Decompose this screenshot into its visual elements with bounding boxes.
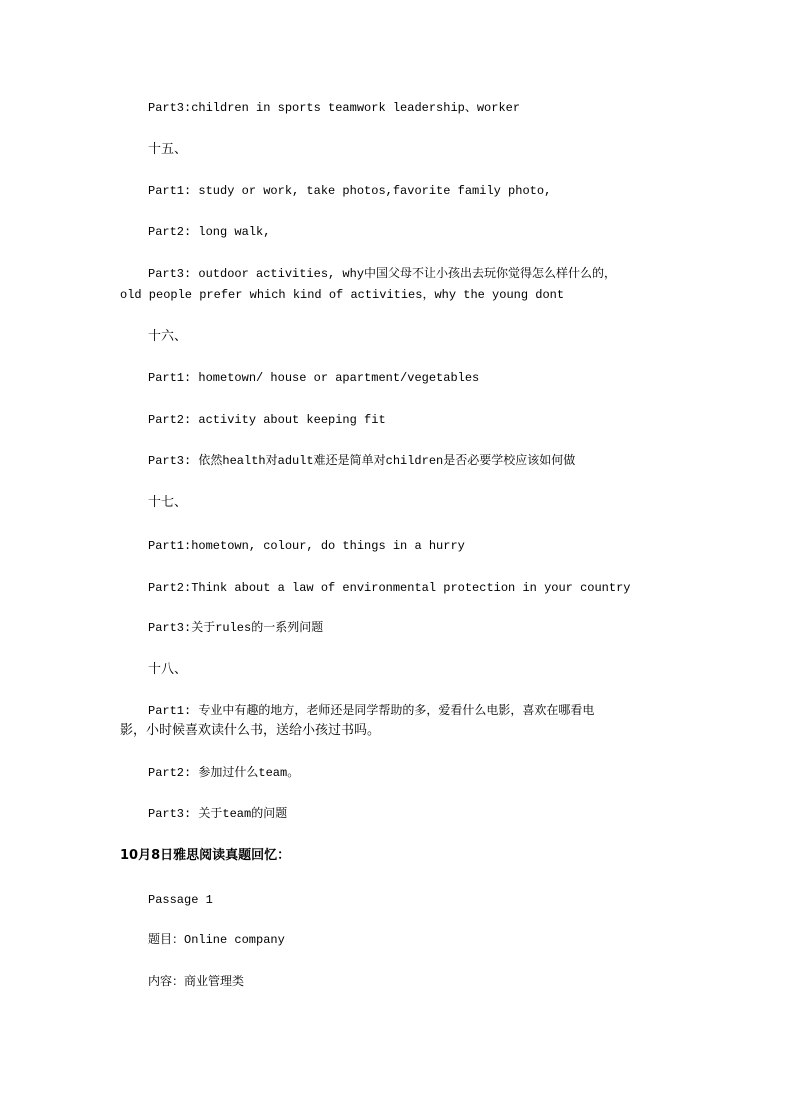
text-line: Part3: outdoor activities, why中国父母不让小孩出去玩你觉得怎么样什么的，	[148, 267, 617, 281]
section-number: 十六、	[148, 329, 188, 344]
text-line: 内容：商业管理类	[148, 975, 245, 989]
text-line: Part2: long walk,	[148, 225, 271, 239]
text-line: Passage 1	[148, 893, 213, 907]
text-line: Part1: hometown/ house or apartment/vegetables	[148, 371, 480, 385]
text-line: 影，小时候喜欢读什么书，送给小孩过书吗。	[120, 723, 381, 738]
text-line: Part3:关于rules的一系列问题	[148, 621, 324, 635]
text-line: Part1: study or work, take photos,favorite family photo,	[148, 184, 552, 198]
text-line: old people prefer which kind of activities，why the young dont	[120, 288, 565, 302]
text-line: Part3: 依然health对adult难还是简单对children是否必要学校应该如何做	[148, 454, 576, 468]
section-number: 十五、	[148, 142, 188, 157]
section-heading: 10月8日雅思阅读真题回忆：	[120, 848, 291, 863]
section-number: 十八、	[148, 662, 188, 677]
text-line: Part2: 参加过什么team。	[148, 766, 300, 780]
text-line: Part2: activity about keeping fit	[148, 413, 386, 427]
section-number: 十七、	[148, 495, 188, 510]
text-line: 题目：Online company	[148, 933, 285, 947]
text-line: Part1:hometown, colour, do things in a hurry	[148, 539, 465, 553]
text-line: Part3:children in sports teamwork leadership、worker	[148, 101, 521, 115]
text-line: Part2:Think about a law of environmental protection in your country	[148, 581, 631, 595]
text-line: Part3: 关于team的问题	[148, 807, 288, 821]
text-line: Part1: 专业中有趣的地方，老师还是同学帮助的多，爱看什么电影，喜欢在哪看电	[148, 704, 595, 718]
